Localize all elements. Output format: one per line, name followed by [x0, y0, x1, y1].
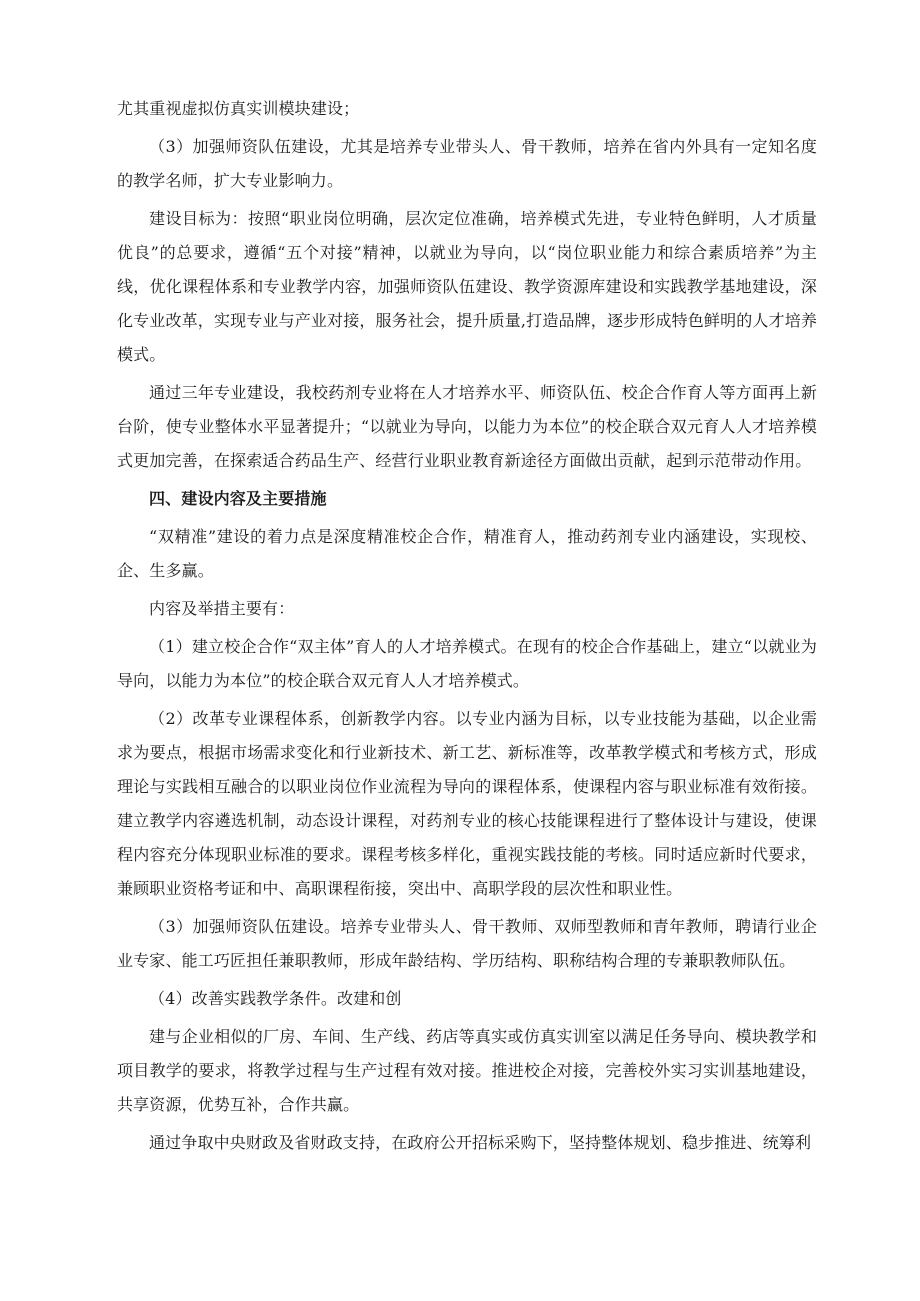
- paragraph-measure-4-continued: 建与企业相似的厂房、车间、生产线、药店等真实或仿真实训室以满足任务导向、模块教学和项目教学的要求，将教学过程与生产过程有效对接。推进校企对接，完善校外实习实训基地建设，共享资源，优势互补，合作共赢。: [117, 1027, 817, 1114]
- paragraph-measure-2: （2）改革专业课程体系，创新教学内容。以专业内涵为目标，以专业技能为基础，以企业需求为要点，根据市场需求变化和行业新技术、新工艺、新标准等，改革教学模式和考核方式，形成理论与实践相互融合的以职业岗位作业流程为导向的课程体系，使课程内容与职业标准有效衔接。建立教学内容遴选机制，动态设计课程，对药剂专业的核心技能课程进行了整体设计与建设，使课程内容充分体现职业标准的要求。课程考核多样化，重视实践技能的考核。同时适应新时代要求，兼顾职业资格考证和中、高职课程衔接，突出中、高职学段的层次性和职业性。: [117, 709, 817, 898]
- paragraph-measure-1: （1）建立校企合作“双主体”育人的人才培养模式。在现有的校企合作基础上，建立“以就业为导向，以能力为本位”的校企联合双元育人人才培养模式。: [117, 637, 817, 690]
- paragraph-focus: “双精准”建设的着力点是深度精准校企合作，精准育人，推动药剂专业内涵建设，实现校、企、生多赢。: [117, 527, 817, 580]
- paragraph-continuation: 尤其重视虚拟仿真实训模块建设；: [117, 99, 360, 118]
- paragraph-measure-3: （3）加强师资队伍建设。培养专业带头人、骨干教师、双师型教师和青年教师，聘请行业企业专家、能工巧匠担任兼职教师，形成年龄结构、学历结构、职称结构合理的专兼职教师队伍。: [117, 917, 817, 970]
- paragraph-funding: 通过争取中央财政及省财政支持，在政府公开招标采购下，坚持整体规划、稳步推进、统筹利: [149, 1133, 812, 1152]
- paragraph-item-3-teachers: （3）加强师资队伍建设，尤其是培养专业带头人、骨干教师，培养在省内外具有一定知名度的教学名师，扩大专业影响力。: [117, 137, 817, 190]
- paragraph-three-year-outcome: 通过三年专业建设，我校药剂专业将在人才培养水平、师资队伍、校企合作育人等方面再上新台阶，使专业整体水平显著提升；“以就业为导向，以能力为本位”的校企联合双元育人人才培养模式更加完善，在探索适合药品生产、经营行业职业教育新途径方面做出贡献，起到示范带动作用。: [117, 383, 817, 470]
- paragraph-construction-goal: 建设目标为：按照“职业岗位明确，层次定位准确，培养模式先进，专业特色鲜明，人才质量优良”的总要求，遵循“五个对接”精神，以就业为导向，以“岗位职业能力和综合素质培养”为主线，优化课程体系和专业教学内容，加强师资队伍建设、教学资源库建设和实践教学基地建设，深化专业改革，实现专业与产业对接，服务社会，提升质量,打造品牌，逐步形成特色鲜明的人才培养模式。: [117, 209, 817, 364]
- document-body: [117, 92, 817, 1164]
- paragraph-measures-intro: 内容及举措主要有：: [149, 599, 295, 618]
- paragraph-measure-4: （4）改善实践教学条件。改建和创: [149, 989, 402, 1008]
- section-heading-4: 四、建设内容及主要措施: [149, 489, 327, 508]
